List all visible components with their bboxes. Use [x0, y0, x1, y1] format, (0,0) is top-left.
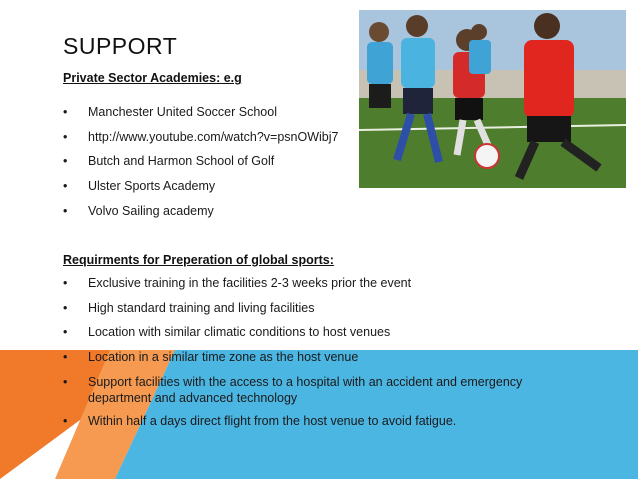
list-item-text: Within half a days direct flight from the host venue to avoid fatigue. [88, 414, 457, 428]
bullet: • [63, 276, 68, 290]
list-item-text: Ulster Sports Academy [88, 179, 216, 194]
bullet: • [63, 414, 68, 428]
list-item [63, 130, 338, 155]
soccer-kids-photo [359, 10, 626, 188]
bullet: • [63, 349, 68, 364]
slide-title: SUPPORT [63, 33, 178, 59]
bullet: • [63, 179, 68, 194]
list-item [63, 276, 568, 301]
list-item-text: Volvo Sailing academy [88, 203, 214, 218]
requirements-list [63, 276, 568, 439]
list-item [63, 374, 568, 414]
list-item [63, 325, 568, 350]
youtube-link[interactable]: http://www.youtube.com/watch?v=psnOWibj7 [88, 129, 339, 144]
list-item [63, 105, 338, 130]
list-item-text: Location with similar climatic conditions to host venues [88, 325, 391, 339]
section2-heading: Requirments for Preperation of global sports: [63, 253, 334, 267]
list-item-text: Support facilities with the access to a hospital with an accident and emergency department and advanced technology [88, 375, 523, 405]
academies-list [63, 105, 338, 228]
list-item-text: Butch and Harmon School of Golf [88, 154, 275, 169]
bullet: • [63, 375, 68, 389]
list-item [63, 350, 568, 375]
bullet: • [63, 203, 68, 218]
bullet: • [63, 154, 68, 169]
list-item-text: Exclusive training in the facilities 2-3 weeks prior the event [88, 276, 412, 290]
list-item-text: Manchester United Soccer School [88, 105, 277, 119]
list-item [63, 414, 568, 439]
bullet: • [63, 325, 68, 339]
list-item [63, 179, 338, 204]
bullet: • [63, 129, 68, 144]
section1-heading: Private Sector Academies: e.g [63, 71, 242, 85]
list-item [63, 204, 338, 229]
bullet: • [63, 300, 68, 315]
list-item [63, 301, 568, 326]
list-item-text: High standard training and living facilities [88, 300, 315, 315]
list-item-text: Location in a similar time zone as the host venue [88, 349, 359, 364]
list-item [63, 154, 338, 179]
bullet: • [63, 105, 68, 119]
